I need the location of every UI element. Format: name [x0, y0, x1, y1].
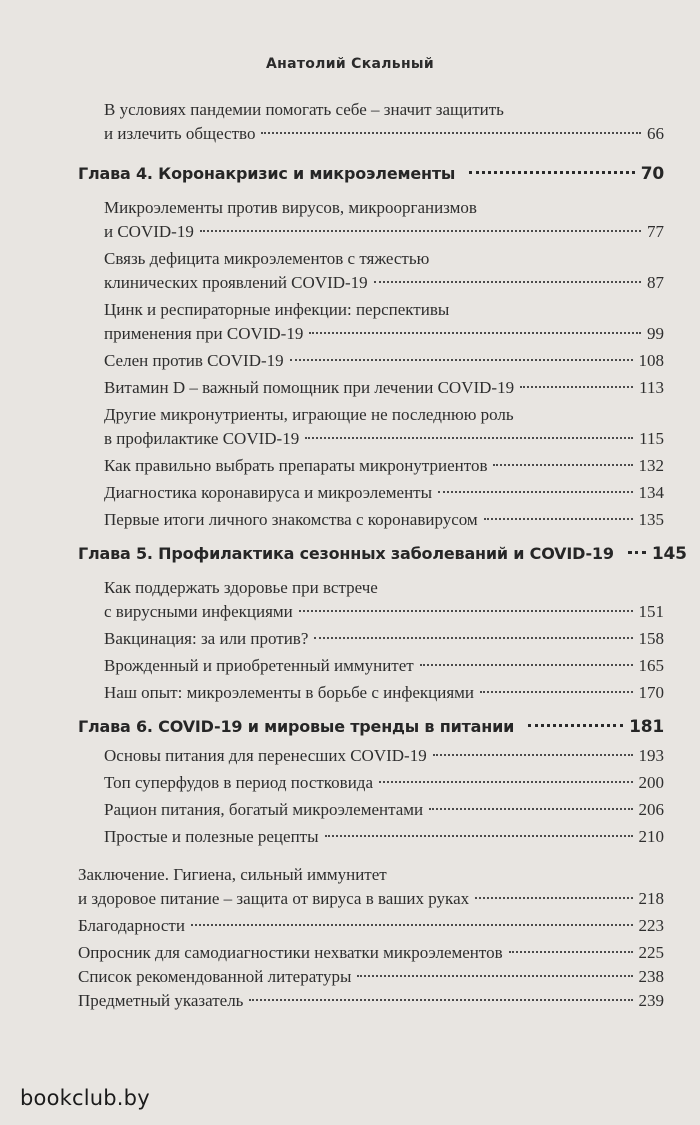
dot-leader [290, 359, 633, 361]
dot-leader [520, 386, 633, 388]
toc-page-number: 238 [638, 967, 664, 986]
dot-leader [484, 518, 633, 520]
toc-page-number: 77 [647, 222, 664, 241]
toc-entry-title-line2: в профилактике COVID-19 [104, 429, 300, 448]
table-of-contents [78, 98, 687, 1013]
dot-leader [438, 491, 632, 493]
toc-entry [78, 98, 664, 146]
toc-entry [78, 247, 664, 295]
dot-leader [429, 808, 632, 810]
toc-page-number: 134 [638, 483, 664, 502]
dot-leader [420, 664, 633, 666]
toc-page-number: 135 [638, 510, 664, 529]
dot-leader [433, 754, 633, 756]
dot-leader [191, 924, 633, 926]
toc-entry-title-line2: и излечить общество [104, 124, 256, 143]
toc-page-number: 87 [647, 273, 664, 292]
dot-leader [379, 781, 632, 783]
toc-entry-title: Топ суперфудов в период постковида [104, 773, 374, 792]
toc-entry-title-line1: Связь дефицита микроэлементов с тяжестью [104, 249, 430, 268]
toc-entry-title: Благодарности [78, 916, 185, 935]
toc-entry-title-line2: клинических проявлений COVID-19 [104, 273, 368, 292]
toc-page-number: 113 [639, 378, 664, 397]
toc-entry-title: Селен против COVID-19 [104, 351, 284, 370]
dot-leader [357, 975, 632, 977]
toc-page-number: 218 [638, 889, 664, 908]
dot-leader [309, 332, 641, 334]
toc-page-number: 158 [638, 629, 664, 648]
dot-leader [628, 551, 646, 554]
toc-entry-title-line2: и COVID-19 [104, 222, 194, 241]
toc-entry-title: Наш опыт: микроэлементы в борьбе с инфекциями [104, 683, 475, 702]
dot-leader [305, 437, 633, 439]
toc-backmatter-entry [78, 965, 664, 989]
dot-leader [475, 897, 632, 899]
toc-page-number: 115 [639, 429, 664, 448]
toc-entry-title-line1: Цинк и респираторные инфекции: перспективы [104, 300, 450, 319]
toc-chapter [78, 540, 687, 568]
toc-entry [78, 403, 664, 451]
toc-entry-title: Врожденный и приобретенный иммунитет [104, 656, 414, 675]
toc-entry-title: Список рекомендованной литературы [78, 967, 352, 986]
toc-entry [78, 376, 664, 400]
chapter-title: Глава 6. COVID-19 и мировые тренды в питании [78, 717, 515, 736]
toc-entry [78, 298, 664, 346]
toc-entry [78, 196, 664, 244]
dot-leader [200, 230, 641, 232]
toc-page-number: 170 [638, 683, 664, 702]
dot-leader [374, 281, 641, 283]
toc-backmatter-entry [78, 914, 664, 938]
watermark: bookclub.by [20, 1086, 150, 1110]
toc-page-number: 151 [638, 602, 664, 621]
toc-page-number: 210 [638, 827, 664, 846]
dot-leader [325, 835, 633, 837]
toc-page-number: 193 [638, 746, 664, 765]
chapter-page-number: 181 [629, 717, 664, 737]
toc-entry [78, 454, 664, 478]
toc-entry [78, 627, 664, 651]
toc-entry-title: Вакцинация: за или против? [104, 629, 309, 648]
toc-page-number: 132 [638, 456, 664, 475]
chapter-page-number: 145 [651, 544, 687, 564]
toc-page-number: 200 [638, 773, 664, 792]
toc-page-number: 239 [638, 991, 664, 1010]
toc-entry-title: Основы питания для перенесших COVID-19 [104, 746, 427, 765]
toc-backmatter-entry [78, 989, 664, 1013]
toc-page-number: 99 [647, 324, 664, 343]
toc-page-number: 66 [647, 124, 664, 143]
toc-entry [78, 349, 664, 373]
dot-leader [480, 691, 632, 693]
dot-leader [469, 171, 635, 174]
dot-leader [314, 637, 632, 639]
toc-entry-title-line2: применения при COVID-19 [104, 324, 304, 343]
toc-entry-title: Диагностика коронавируса и микроэлементы [104, 483, 433, 502]
toc-backmatter-entry [78, 863, 664, 911]
toc-entry [78, 681, 664, 705]
toc-entry-title: Опросник для самодиагностики нехватки микроэлементов [78, 943, 503, 962]
toc-entry-title-line1: Микроэлементы против вирусов, микроорганизмов [104, 198, 477, 217]
toc-entry-title: Предметный указатель [78, 991, 244, 1010]
toc-entry-title-line2: и здоровое питание – защита от вируса в ваших руках [78, 889, 470, 908]
toc-page-number: 223 [638, 916, 664, 935]
toc-page-number: 206 [638, 800, 664, 819]
toc-entry-title-line1: Заключение. Гигиена, сильный иммунитет [78, 865, 387, 884]
toc-chapter [78, 713, 664, 741]
dot-leader [528, 724, 623, 727]
toc-entry [78, 798, 664, 822]
toc-entry [78, 825, 664, 849]
running-head-author: Анатолий Скальный [265, 56, 434, 72]
toc-entry-title-line1: Другие микронутриенты, играющие не последнюю роль [104, 405, 514, 424]
toc-entry-title-line2: с вирусными инфекциями [104, 602, 293, 621]
dot-leader [261, 132, 641, 134]
dot-leader [249, 999, 632, 1001]
toc-entry-title: Первые итоги личного знакомства с коронавирусом [104, 510, 478, 529]
toc-entry [78, 508, 664, 532]
toc-entry-title: Простые и полезные рецепты [104, 827, 319, 846]
toc-entry-title: Рацион питания, богатый микроэлементами [104, 800, 424, 819]
chapter-title: Глава 4. Коронакризис и микроэлементы [78, 164, 456, 183]
toc-entry-title: Как правильно выбрать препараты микронутриентов [104, 456, 488, 475]
dot-leader [509, 951, 633, 953]
toc-entry [78, 654, 664, 678]
toc-entry [78, 744, 664, 768]
dot-leader [299, 610, 633, 612]
toc-backmatter-entry [78, 941, 664, 965]
toc-entry [78, 576, 664, 624]
toc-entry-title: Витамин D – важный помощник при лечении COVID-19 [104, 378, 515, 397]
chapter-title: Глава 5. Профилактика сезонных заболеваний и COVID-19 [78, 544, 614, 563]
toc-entry-title-line1: В условиях пандемии помогать себе – значит защитить [104, 100, 504, 119]
toc-entry-title-line1: Как поддержать здоровье при встрече [104, 578, 378, 597]
toc-chapter [78, 160, 664, 188]
toc-page-number: 165 [638, 656, 664, 675]
chapter-page-number: 70 [640, 164, 664, 184]
toc-entry [78, 481, 664, 505]
dot-leader [493, 464, 632, 466]
toc-page-number: 225 [638, 943, 664, 962]
toc-page-number: 108 [638, 351, 664, 370]
toc-entry [78, 771, 664, 795]
